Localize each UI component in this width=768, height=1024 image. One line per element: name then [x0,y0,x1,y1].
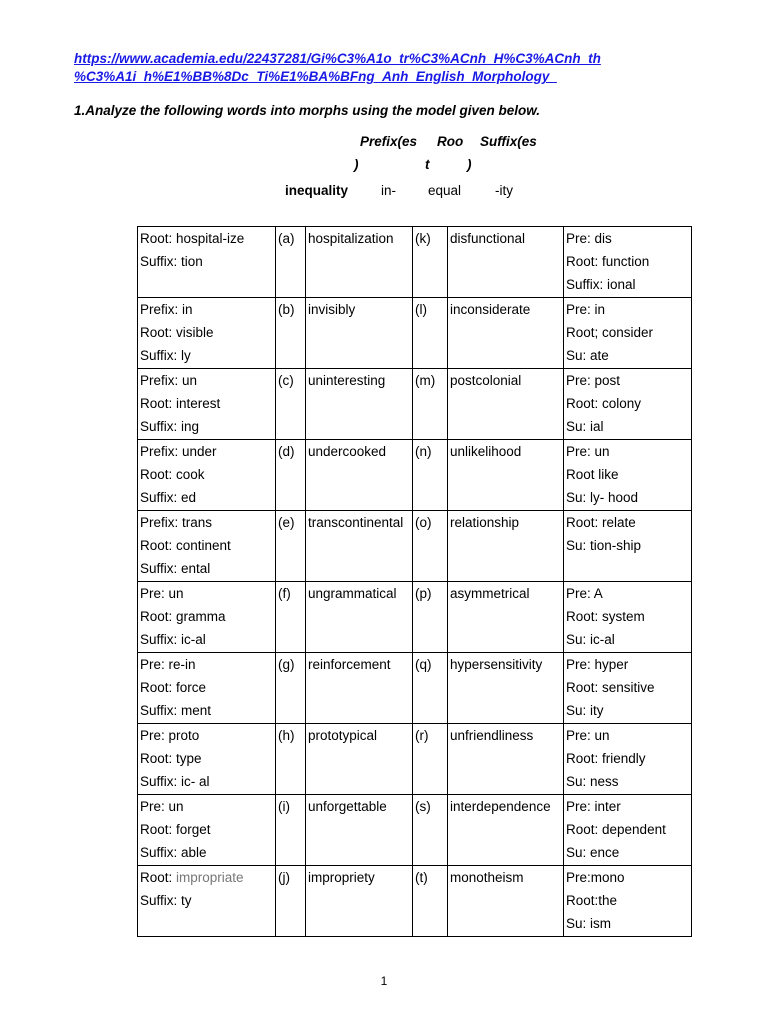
model-root-header-2: t [425,157,430,172]
analysis-left-line: Prefix: in [140,302,193,317]
table-row [138,653,692,724]
word-left: reinforcement [306,653,413,724]
item-letter-right: (p) [413,582,448,653]
table-row [138,795,692,866]
analysis-right-cell [564,724,692,795]
item-letter-right: (r) [413,724,448,795]
word-left: transcontinental [306,511,413,582]
item-letter-left: (h) [276,724,306,795]
analysis-left-cell [138,511,276,582]
analysis-left-line: Pre: un [140,799,184,814]
item-letter-left: (a) [276,227,306,298]
item-letter-left: (e) [276,511,306,582]
analysis-left-line: Root: force [140,680,207,695]
analysis-left-line: Root: type [140,751,202,766]
item-letter-right: (n) [413,440,448,511]
analysis-left-line: Suffix: ic- al [140,774,210,789]
analysis-left-line: Suffix: tion [140,254,203,269]
analysis-left-line: Suffix: ly [140,348,191,363]
analysis-right-line: Pre: un [566,728,610,743]
analysis-left-cell [138,227,276,298]
analysis-left-line: Suffix: ed [140,490,197,505]
table-row [138,866,692,937]
analysis-right-line: Root: system [566,609,645,624]
analysis-left-line: Suffix: ment [140,703,212,718]
analysis-right-cell [564,795,692,866]
analysis-left-line: Pre: proto [140,728,200,743]
item-letter-right: (l) [413,298,448,369]
analysis-left-line: Root: gramma [140,609,226,624]
table-row [138,582,692,653]
item-letter-left: (f) [276,582,306,653]
analysis-right-line: Pre: A [566,586,603,601]
analysis-right-line: Pre: post [566,373,621,388]
table-row [138,440,692,511]
word-right: hypersensitivity [448,653,564,724]
url-line-1[interactable]: https://www.academia.edu/22437281/Gi%C3%A1o_tr%C3%ACnh_H%C3%ACnh_th [74,51,601,66]
analysis-right-cell [564,653,692,724]
source-url-link[interactable] [74,50,694,86]
analysis-left-line: Suffix: ental [140,561,211,576]
analysis-left-cell [138,795,276,866]
analysis-right-cell [564,440,692,511]
word-right: asymmetrical [448,582,564,653]
word-left: unforgettable [306,795,413,866]
analysis-right-line: Pre: dis [566,231,612,246]
analysis-left-line: Root: continent [140,538,231,553]
model-example-prefix: in- [381,183,397,198]
word-left: uninteresting [306,369,413,440]
word-right: disfunctional [448,227,564,298]
analysis-right-cell [564,582,692,653]
analysis-left-line: Pre: un [140,586,184,601]
analysis-right-line: Root: friendly [566,751,646,766]
analysis-right-line: Root: relate [566,515,636,530]
word-right: inconsiderate [448,298,564,369]
analysis-right-line: Pre:mono [566,870,625,885]
item-letter-right: (o) [413,511,448,582]
model-root-header-1: Roo [437,134,464,149]
analysis-left-line: Prefix: under [140,444,217,459]
analysis-right-line: Su: ic-al [566,632,615,647]
analysis-left-line: Suffix: able [140,845,207,860]
table-row [138,724,692,795]
analysis-right-line: Root: function [566,254,650,269]
word-right: unlikelihood [448,440,564,511]
analysis-right-cell [564,298,692,369]
analysis-right-line: Su: ism [566,916,612,931]
analysis-left-line: Root: visible [140,325,214,340]
item-letter-left: (i) [276,795,306,866]
analysis-right-line: Su: ence [566,845,620,860]
analysis-left-line: Prefix: un [140,373,198,388]
analysis-right-line: Root: colony [566,396,642,411]
word-right: relationship [448,511,564,582]
model-prefix-header-2: ) [354,157,359,172]
analysis-right-cell [564,511,692,582]
word-left: ungrammatical [306,582,413,653]
word-left: undercooked [306,440,413,511]
item-letter-right: (s) [413,795,448,866]
item-letter-left: (d) [276,440,306,511]
model-example-root: equal [428,183,462,198]
model-example-word: inequality [285,183,349,198]
item-letter-left: (j) [276,866,306,937]
analysis-left-cell [138,582,276,653]
analysis-right-cell [564,866,692,937]
word-left: prototypical [306,724,413,795]
analysis-right-line: Su: ness [566,774,619,789]
analysis-right-line: Root:the [566,893,618,908]
morph-analysis-table [137,226,692,937]
analysis-right-line: Root like [566,467,619,482]
table-row [138,369,692,440]
analysis-right-line: Su: ity [566,703,604,718]
item-letter-right: (q) [413,653,448,724]
item-letter-right: (k) [413,227,448,298]
analysis-right-line: Root; consider [566,325,654,340]
analysis-right-line: Su: ial [566,419,604,434]
analysis-right-line: Root: dependent [566,822,666,837]
analysis-left-line: Root: interest [140,396,221,411]
item-letter-left: (b) [276,298,306,369]
analysis-right-line: Su: ate [566,348,609,363]
analysis-left-cell [138,440,276,511]
analysis-dim-text: impropriate [176,870,244,885]
word-right: unfriendliness [448,724,564,795]
analysis-left-line: Root: cook [140,467,205,482]
analysis-right-line: Suffix: ional [566,277,636,292]
analysis-right-line: Pre: un [566,444,610,459]
analysis-left-line: Root: forget [140,822,211,837]
analysis-right-line: Su: tion-ship [566,538,642,553]
analysis-right-line: Pre: hyper [566,657,629,672]
analysis-right-line: Su: ly- hood [566,490,639,505]
url-line-2[interactable]: %C3%A1i_h%E1%BB%8Dc_Ti%E1%BA%BFng_Anh_English_Morphology_ [74,69,557,84]
analysis-right-cell [564,369,692,440]
item-letter-right: (t) [413,866,448,937]
item-letter-right: (m) [413,369,448,440]
table-row [138,298,692,369]
analysis-left-line: Suffix: ty [140,893,192,908]
analysis-left-line: Pre: re-in [140,657,196,672]
word-right: postcolonial [448,369,564,440]
table-row [138,227,692,298]
page-number: 1 [380,974,388,988]
analysis-right-line: Root: sensitive [566,680,655,695]
analysis-left-line: Suffix: ing [140,419,200,434]
analysis-left-cell [138,369,276,440]
analysis-left-line: Prefix: trans [140,515,213,530]
item-letter-left: (c) [276,369,306,440]
word-right: monotheism [448,866,564,937]
analysis-left-line: Root: impropriate [140,870,244,885]
word-left: invisibly [306,298,413,369]
model-suffix-header-1: Suffix(es [480,134,537,149]
word-left: hospitalization [306,227,413,298]
analysis-left-cell [138,298,276,369]
analysis-right-line: Pre: inter [566,799,621,814]
model-example-suffix: -ity [495,183,513,198]
analysis-left-cell [138,866,276,937]
item-letter-left: (g) [276,653,306,724]
analysis-left-line: Suffix: ic-al [140,632,206,647]
analysis-right-cell [564,227,692,298]
model-suffix-header-2: ) [467,157,472,172]
model-prefix-header-1: Prefix(es [360,134,418,149]
analysis-left-cell [138,653,276,724]
analysis-right-line: Pre: in [566,302,606,317]
analysis-left-cell [138,724,276,795]
word-right: interdependence [448,795,564,866]
exercise-heading: 1.Analyze the following words into morphs using the model given below. [74,103,541,118]
table-row [138,511,692,582]
analysis-left-line: Root: hospital-ize [140,231,245,246]
word-left: impropriety [306,866,413,937]
